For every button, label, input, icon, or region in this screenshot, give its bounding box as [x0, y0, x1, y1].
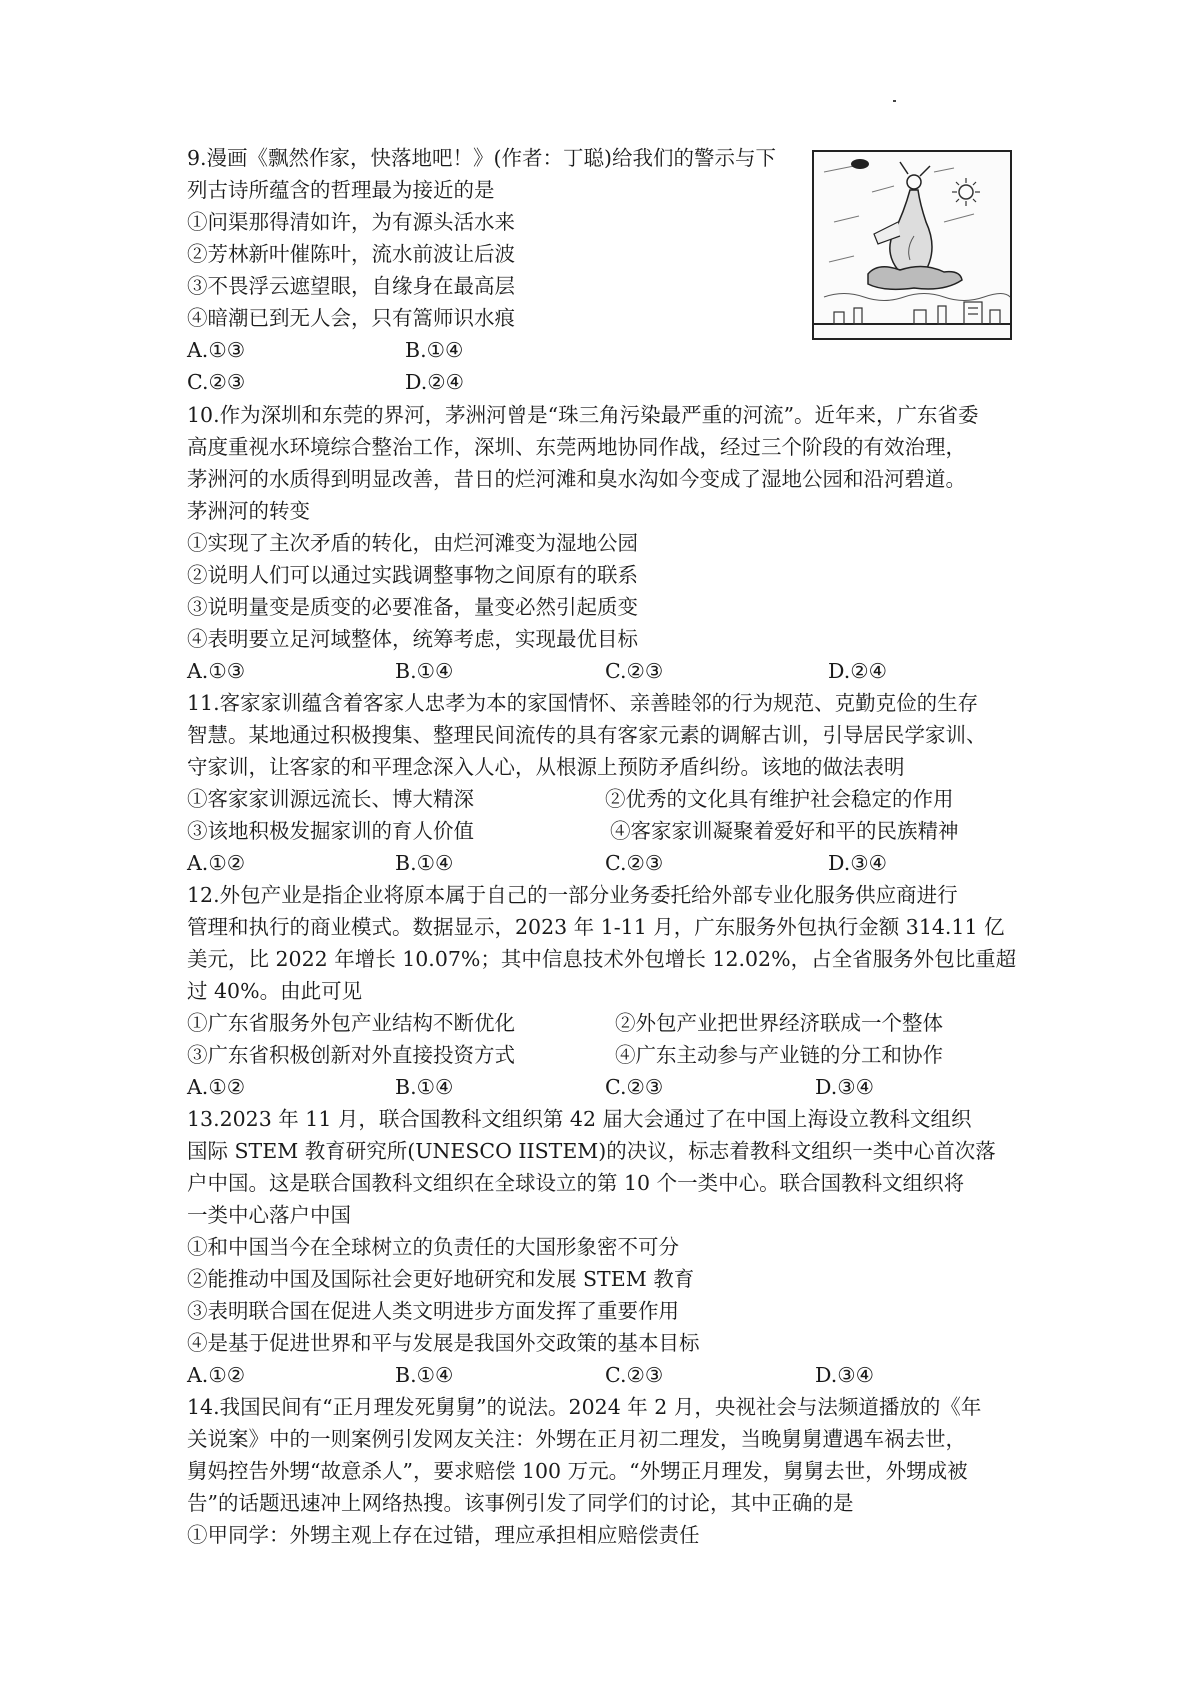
scan-speck: [893, 100, 896, 102]
q12-option-a: A.①②: [187, 1075, 246, 1099]
q12-item: ②外包产业把世界经济联成一个整体: [615, 1011, 943, 1035]
q12-stem-line: 美元，比 2022 年增长 10.07%；其中信息技术外包增长 12.02%，占全省服务外包比重超: [187, 947, 1017, 971]
q11-stem-line: 智慧。某地通过积极搜集、整理民间流传的具有客家元素的调解古训，引导居民学家训、: [187, 723, 987, 747]
q10-item: ④表明要立足河域整体，统筹考虑，实现最优目标: [187, 627, 638, 651]
q13-option-b: B.①④: [395, 1363, 454, 1387]
q13-item: ①和中国当今在全球树立的负责任的大国形象密不可分: [187, 1235, 679, 1259]
q13-option-c: C.②③: [605, 1363, 664, 1387]
q12-item: ④广东主动参与产业链的分工和协作: [615, 1043, 943, 1067]
q14-item: ①甲同学：外甥主观上存在过错，理应承担相应赔偿责任: [187, 1523, 700, 1547]
q9-stem-line: 列古诗所蕴含的哲理最为接近的是: [187, 178, 495, 202]
q11-option-a: A.①②: [187, 851, 246, 875]
q11-option-d: D.③④: [828, 851, 887, 875]
q11-item: ④客家家训凝聚着爱好和平的民族精神: [610, 819, 959, 843]
q14-stem-line: 告”的话题迅速冲上网络热搜。该事例引发了同学们的讨论，其中正确的是: [187, 1491, 854, 1515]
q10-option-d: D.②④: [828, 659, 887, 683]
q12-stem-line: 过 40%。由此可见: [187, 979, 363, 1003]
q10-stem-line: 高度重视水环境综合整治工作，深圳、东莞两地协同作战，经过三个阶段的有效治理，: [187, 435, 966, 459]
q12-stem-line: 管理和执行的商业模式。数据显示，2023 年 1-11 月，广东服务外包执行金额 314.11 亿: [187, 915, 1005, 939]
q13-stem-line: 13.2023 年 11 月，联合国教科文组织第 42 届大会通过了在中国上海设立教科文组织: [187, 1107, 972, 1131]
q13-stem-line: 户中国。这是联合国教科文组织在全球设立的第 10 个一类中心。联合国教科文组织将: [187, 1171, 965, 1195]
q9-option-a: A.①③: [187, 338, 246, 362]
q14-stem-line: 14.我国民间有“正月理发死舅舅”的说法。2024 年 2 月，央视社会与法频道播放的《年: [187, 1395, 982, 1419]
q10-item: ③说明量变是质变的必要准备，量变必然引起质变: [187, 595, 638, 619]
q10-option-b: B.①④: [395, 659, 454, 683]
q12-option-b: B.①④: [395, 1075, 454, 1099]
q11-stem-line: 守家训，让客家的和平理念深入人心，从根源上预防矛盾纠纷。该地的做法表明: [187, 755, 905, 779]
q13-item: ④是基于促进世界和平与发展是我国外交政策的基本目标: [187, 1331, 700, 1355]
q10-item: ②说明人们可以通过实践调整事物之间原有的联系: [187, 563, 638, 587]
q13-option-a: A.①②: [187, 1363, 246, 1387]
q13-option-d: D.③④: [815, 1363, 874, 1387]
q10-stem-line: 茅洲河的转变: [187, 499, 310, 523]
q12-item: ①广东省服务外包产业结构不断优化: [187, 1011, 515, 1035]
q10-stem-line: 茅洲河的水质得到明显改善，昔日的烂河滩和臭水沟如今变成了湿地公园和沿河碧道。: [187, 467, 966, 491]
q11-option-b: B.①④: [395, 851, 454, 875]
q11-item: ②优秀的文化具有维护社会稳定的作用: [605, 787, 954, 811]
q10-option-c: C.②③: [605, 659, 664, 683]
q13-stem-line: 国际 STEM 教育研究所(UNESCO IISTEM)的决议，标志着教科文组织一类中心首次落: [187, 1139, 996, 1163]
q12-option-c: C.②③: [605, 1075, 664, 1099]
q13-stem-line: 一类中心落户中国: [187, 1203, 351, 1227]
q14-stem-line: 关说案》中的一则案例引发网友关注：外甥在正月初二理发，当晚舅舅遭遇车祸去世，: [187, 1427, 966, 1451]
q10-option-a: A.①③: [187, 659, 246, 683]
q9-item: ②芳林新叶催陈叶，流水前波让后波: [187, 242, 515, 266]
q12-item: ③广东省积极创新对外直接投资方式: [187, 1043, 515, 1067]
q13-item: ③表明联合国在促进人类文明进步方面发挥了重要作用: [187, 1299, 679, 1323]
q12-stem-line: 12.外包产业是指企业将原本属于自己的一部分业务委托给外部专业化服务供应商进行: [187, 883, 958, 907]
q9-option-d: D.②④: [405, 370, 464, 394]
q12-option-d: D.③④: [815, 1075, 874, 1099]
q14-stem-line: 舅妈控告外甥“故意杀人”，要求赔偿 100 万元。“外甥正月理发，舅舅去世，外甥成被: [187, 1459, 968, 1483]
q9-item: ③不畏浮云遮望眼，自缘身在最高层: [187, 274, 515, 298]
q9-stem-line: 9.漫画《飘然作家，快落地吧！》(作者：丁聪)给我们的警示与下: [187, 146, 777, 170]
q10-stem-line: 10.作为深圳和东莞的界河，茅洲河曾是“珠三角污染最严重的河流”。近年来，广东省委: [187, 403, 979, 427]
q11-item: ③该地积极发掘家训的育人价值: [187, 819, 474, 843]
q9-option-c: C.②③: [187, 370, 246, 394]
q9-item: ①问渠那得清如许，为有源头活水来: [187, 210, 515, 234]
q11-stem-line: 11.客家家训蕴含着客家人忠孝为本的家国情怀、亲善睦邻的行为规范、克勤克俭的生存: [187, 691, 979, 715]
q9-option-b: B.①④: [405, 338, 464, 362]
q9-item: ④暗潮已到无人会，只有篙师识水痕: [187, 306, 515, 330]
q11-item: ①客家家训源远流长、博大精深: [187, 787, 474, 811]
q11-option-c: C.②③: [605, 851, 664, 875]
q10-item: ①实现了主次矛盾的转化，由烂河滩变为湿地公园: [187, 531, 638, 555]
q13-item: ②能推动中国及国际社会更好地研究和发展 STEM 教育: [187, 1267, 695, 1291]
